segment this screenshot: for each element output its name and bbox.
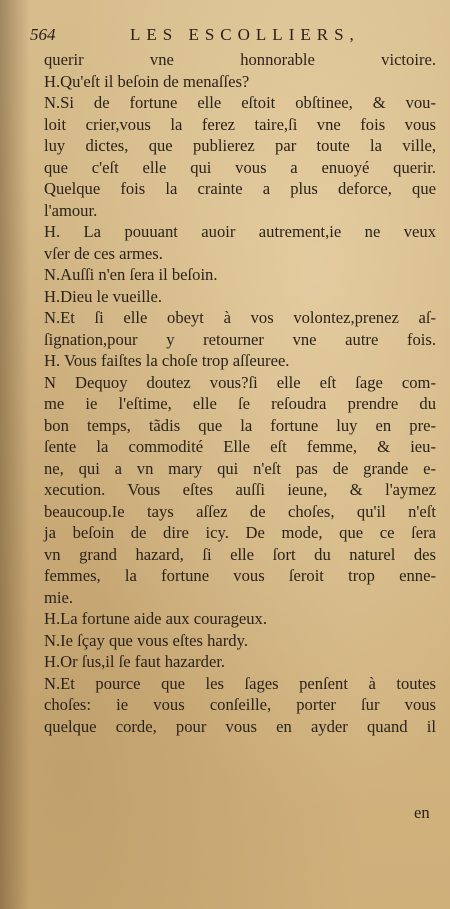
- text-line: N.Et pource que les ſages penſent à toutes: [44, 673, 436, 693]
- text-line: H. La pouuant auoir autrement,ie ne veux: [44, 222, 436, 241]
- text-line: H.Or ſus,il ſe faut hazarder.: [44, 652, 226, 671]
- text-line: H.La fortune aide aux courageux.: [44, 609, 267, 628]
- text-line: N.Auſſi n'en ſera il beſoin.: [44, 265, 218, 284]
- text-line: mie.: [44, 587, 74, 607]
- text-line: vſer de ces armes.: [44, 243, 163, 263]
- text-line: N.Et ſi elle obeyt à vos volontez,prenez aſ-: [44, 308, 436, 327]
- text-line: H. Vous faiſtes la choſe trop aſſeuree.: [44, 351, 290, 370]
- text-line: quelque corde, pour vous en ayder quand il: [44, 716, 436, 736]
- running-head: [30, 22, 425, 48]
- text-line: beaucoup.Ie tays aſſez de choſes, qu'il n'eſt: [44, 501, 436, 521]
- text-line: xecution. Vous eſtes auſſi ieune, & l'aymez: [44, 480, 436, 499]
- text-line: H.Qu'eſt il beſoin de menaſſes?: [44, 71, 250, 91]
- text-line: H.Dieu le vueille.: [44, 286, 162, 306]
- text-line: me ie l'eſtime, elle ſe reſoudra prendre du: [44, 394, 436, 413]
- text-line: N.Ie ſçay que vous eſtes hardy.: [44, 630, 248, 650]
- text-line: luy dictes, que publierez par toute la ville,: [44, 136, 436, 155]
- page-number: 564: [30, 25, 56, 44]
- text-line: ſignation,pour y retourner vne autre fois.: [44, 329, 436, 349]
- text-line: ne, qui a vn mary qui n'eſt pas de grande e-: [44, 458, 436, 478]
- text-line: que c'eſt elle qui vous a enuoyé querir.: [44, 157, 436, 177]
- text-line: loit crier,vous la ferez taire,ſi vne fois vous: [44, 114, 436, 134]
- gutter-shadow: [0, 0, 30, 909]
- text-line: N Dequoy doutez vous?ſi elle eſt ſage com-: [44, 372, 436, 392]
- text-line: Quelque fois la crainte a plus deforce, que: [44, 179, 436, 198]
- running-title: LES ESCOLLIERS,: [130, 25, 360, 44]
- text-line: bon temps, tãdis que la fortune luy en pre-: [44, 415, 436, 435]
- text-line: ja beſoin de dire icy. De mode, que ce ſera: [44, 523, 436, 542]
- body-text: [44, 49, 436, 737]
- text-line: choſes: ie vous conſeille, porter ſur vous: [44, 695, 436, 714]
- text-line: querir vne honnorable victoire.: [44, 50, 436, 69]
- text-line: N.Si de fortune elle eſtoit obſtinee, & vou-: [44, 93, 436, 112]
- text-line: l'amour.: [44, 200, 98, 220]
- text-line: femmes, la fortune vous ſeroit trop enne-: [44, 566, 436, 585]
- catchword: en: [414, 803, 430, 822]
- text-line: vn grand hazard, ſi elle ſort du naturel des: [44, 544, 436, 564]
- text-line: ſente la commodité Elle eſt femme, & ieu-: [44, 437, 436, 456]
